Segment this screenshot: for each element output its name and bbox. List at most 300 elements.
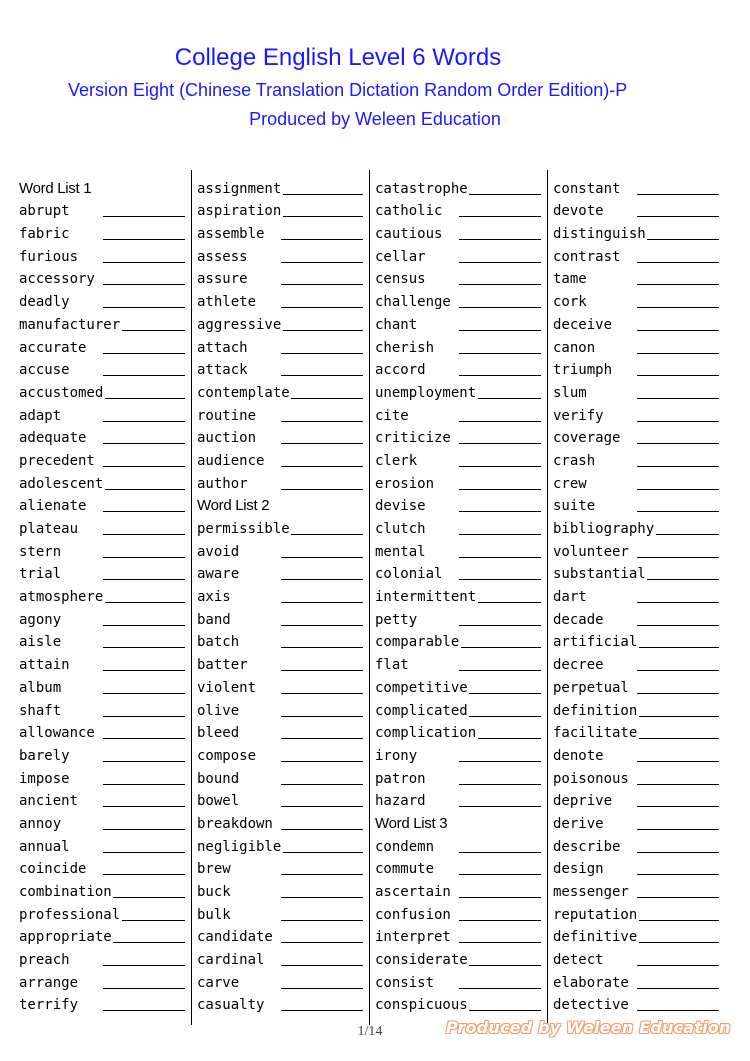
answer-blank[interactable] bbox=[637, 443, 719, 444]
word-entry bbox=[553, 834, 721, 857]
answer-blank[interactable] bbox=[459, 670, 541, 671]
word-entry bbox=[19, 947, 187, 970]
word-entry bbox=[375, 743, 543, 766]
word-text: devote bbox=[553, 203, 604, 220]
word-text: assure bbox=[197, 271, 248, 288]
answer-blank[interactable] bbox=[469, 1010, 541, 1011]
word-entry bbox=[197, 698, 365, 721]
answer-blank[interactable] bbox=[459, 761, 541, 762]
word-text: crew bbox=[553, 475, 587, 492]
answer-blank[interactable] bbox=[459, 988, 541, 989]
answer-blank[interactable] bbox=[637, 262, 719, 263]
word-entry bbox=[19, 970, 187, 993]
answer-blank[interactable] bbox=[459, 443, 541, 444]
answer-blank[interactable] bbox=[281, 625, 363, 626]
answer-blank[interactable] bbox=[639, 920, 719, 921]
answer-blank[interactable] bbox=[283, 330, 363, 331]
word-entry bbox=[375, 494, 543, 517]
answer-blank[interactable] bbox=[637, 761, 719, 762]
word-text: author bbox=[197, 475, 248, 492]
word-text: cite bbox=[375, 407, 409, 424]
answer-blank[interactable] bbox=[647, 239, 719, 240]
word-entry bbox=[375, 698, 543, 721]
word-entry bbox=[553, 584, 721, 607]
answer-blank[interactable] bbox=[281, 466, 363, 467]
answer-blank[interactable] bbox=[637, 852, 719, 853]
word-entry bbox=[375, 902, 543, 925]
answer-blank[interactable] bbox=[637, 216, 719, 217]
answer-blank[interactable] bbox=[281, 920, 363, 921]
answer-blank[interactable] bbox=[637, 375, 719, 376]
answer-blank[interactable] bbox=[459, 852, 541, 853]
word-text: facilitate bbox=[553, 725, 638, 742]
word-entry bbox=[553, 562, 721, 585]
answer-blank[interactable] bbox=[637, 511, 719, 512]
word-entry bbox=[19, 721, 187, 744]
word-text: carve bbox=[197, 974, 240, 991]
answer-blank[interactable] bbox=[637, 194, 719, 195]
answer-blank[interactable] bbox=[637, 988, 719, 989]
answer-blank[interactable] bbox=[281, 443, 363, 444]
answer-blank[interactable] bbox=[113, 897, 185, 898]
word-entry bbox=[375, 630, 543, 653]
answer-blank[interactable] bbox=[281, 375, 363, 376]
word-text: allowance bbox=[19, 725, 95, 742]
word-entry bbox=[375, 244, 543, 267]
word-text: interpret bbox=[375, 929, 451, 946]
answer-blank[interactable] bbox=[459, 874, 541, 875]
answer-blank[interactable] bbox=[103, 421, 185, 422]
word-entry bbox=[197, 811, 365, 834]
word-entry bbox=[19, 221, 187, 244]
word-text: accord bbox=[375, 362, 426, 379]
answer-blank[interactable] bbox=[103, 216, 185, 217]
answer-blank[interactable] bbox=[637, 602, 719, 603]
answer-blank[interactable] bbox=[103, 647, 185, 648]
answer-blank[interactable] bbox=[103, 307, 185, 308]
answer-blank[interactable] bbox=[281, 307, 363, 308]
answer-blank[interactable] bbox=[639, 647, 719, 648]
word-entry bbox=[375, 358, 543, 381]
answer-blank[interactable] bbox=[459, 897, 541, 898]
answer-blank[interactable] bbox=[459, 511, 541, 512]
page-subtitle: Version Eight (Chinese Translation Dictation Random Order Edition)-P bbox=[68, 80, 628, 100]
answer-blank[interactable] bbox=[637, 1010, 719, 1011]
word-text: buck bbox=[197, 884, 231, 900]
answer-blank[interactable] bbox=[459, 466, 541, 467]
answer-blank[interactable] bbox=[291, 398, 363, 399]
answer-blank[interactable] bbox=[281, 806, 363, 807]
page-title: College English Level 6 Words bbox=[174, 44, 502, 71]
answer-blank[interactable] bbox=[103, 716, 185, 717]
word-entry bbox=[553, 312, 721, 335]
word-entry bbox=[375, 312, 543, 335]
answer-blank[interactable] bbox=[459, 489, 541, 490]
word-text: clerk bbox=[375, 452, 418, 469]
word-text: audience bbox=[197, 452, 265, 469]
word-entry bbox=[553, 289, 721, 312]
answer-blank[interactable] bbox=[637, 557, 719, 558]
word-entry bbox=[553, 789, 721, 812]
answer-blank[interactable] bbox=[281, 489, 363, 490]
word-text: competitive bbox=[375, 679, 468, 696]
answer-blank[interactable] bbox=[291, 534, 363, 535]
word-text: detect bbox=[553, 952, 604, 969]
word-entry bbox=[375, 970, 543, 993]
answer-blank[interactable] bbox=[637, 693, 719, 694]
word-entry bbox=[197, 426, 365, 449]
subtitle-fade bbox=[648, 78, 688, 104]
answer-blank[interactable] bbox=[637, 466, 719, 467]
word-text: shaft bbox=[19, 702, 62, 719]
answer-blank[interactable] bbox=[459, 262, 541, 263]
word-text: poisonous bbox=[553, 770, 629, 787]
word-text: accuse bbox=[19, 362, 70, 379]
answer-blank[interactable] bbox=[283, 852, 363, 853]
answer-blank[interactable] bbox=[656, 534, 719, 535]
word-text: athlete bbox=[197, 294, 257, 311]
answer-blank[interactable] bbox=[281, 874, 363, 875]
answer-blank[interactable] bbox=[103, 806, 185, 807]
word-text: contemplate bbox=[197, 384, 290, 401]
answer-blank[interactable] bbox=[459, 307, 541, 308]
answer-blank[interactable] bbox=[103, 284, 185, 285]
word-text: derive bbox=[553, 815, 604, 832]
word-entry bbox=[197, 244, 365, 267]
answer-blank[interactable] bbox=[478, 602, 541, 603]
word-text: elaborate bbox=[553, 974, 629, 991]
answer-blank[interactable] bbox=[461, 647, 541, 648]
answer-blank[interactable] bbox=[103, 239, 185, 240]
word-text: considerate bbox=[375, 952, 468, 969]
word-text: assess bbox=[197, 248, 248, 265]
answer-blank[interactable] bbox=[103, 534, 185, 535]
word-entry bbox=[375, 857, 543, 880]
answer-blank[interactable] bbox=[281, 239, 363, 240]
word-entry bbox=[19, 630, 187, 653]
answer-blank[interactable] bbox=[281, 988, 363, 989]
answer-blank[interactable] bbox=[281, 557, 363, 558]
word-text: aggressive bbox=[197, 316, 282, 333]
answer-blank[interactable] bbox=[459, 784, 541, 785]
answer-blank[interactable] bbox=[478, 738, 541, 739]
answer-blank[interactable] bbox=[103, 466, 185, 467]
answer-blank[interactable] bbox=[637, 897, 719, 898]
answer-blank[interactable] bbox=[281, 897, 363, 898]
answer-blank[interactable] bbox=[103, 829, 185, 830]
word-text: design bbox=[553, 861, 604, 878]
answer-blank[interactable] bbox=[103, 761, 185, 762]
answer-blank[interactable] bbox=[281, 942, 363, 943]
answer-blank[interactable] bbox=[459, 534, 541, 535]
word-text: trial bbox=[19, 566, 62, 583]
word-entry bbox=[375, 448, 543, 471]
word-entry bbox=[375, 721, 543, 744]
answer-blank[interactable] bbox=[637, 625, 719, 626]
word-column-4 bbox=[553, 176, 721, 1015]
answer-blank[interactable] bbox=[281, 784, 363, 785]
answer-blank[interactable] bbox=[103, 625, 185, 626]
answer-blank[interactable] bbox=[459, 806, 541, 807]
word-text: criticize bbox=[375, 430, 451, 447]
answer-blank[interactable] bbox=[103, 353, 185, 354]
word-entry bbox=[197, 335, 365, 358]
word-text: constant bbox=[553, 180, 621, 197]
word-entry bbox=[553, 630, 721, 653]
word-list-title: Word List 1 bbox=[19, 179, 92, 197]
answer-blank[interactable] bbox=[637, 829, 719, 830]
word-text: olive bbox=[197, 702, 240, 719]
word-text: alienate bbox=[19, 498, 87, 515]
word-entry bbox=[197, 743, 365, 766]
word-text: auction bbox=[197, 430, 257, 447]
word-text: bound bbox=[197, 770, 240, 787]
answer-blank[interactable] bbox=[459, 239, 541, 240]
word-entry bbox=[197, 789, 365, 812]
answer-blank[interactable] bbox=[459, 942, 541, 943]
word-text: bulk bbox=[197, 906, 231, 923]
word-entry bbox=[375, 426, 543, 449]
answer-blank[interactable] bbox=[459, 421, 541, 422]
word-text: adequate bbox=[19, 430, 87, 447]
word-entry bbox=[375, 607, 543, 630]
answer-blank[interactable] bbox=[637, 489, 719, 490]
answer-blank[interactable] bbox=[103, 557, 185, 558]
word-text: deceive bbox=[553, 316, 613, 333]
word-entry bbox=[197, 925, 365, 948]
word-entry bbox=[197, 947, 365, 970]
answer-blank[interactable] bbox=[637, 353, 719, 354]
word-text: denote bbox=[553, 747, 604, 764]
word-text: verify bbox=[553, 407, 604, 424]
word-entry bbox=[375, 675, 543, 698]
answer-blank[interactable] bbox=[637, 421, 719, 422]
word-column-1 bbox=[19, 176, 187, 1015]
answer-blank[interactable] bbox=[103, 784, 185, 785]
answer-blank[interactable] bbox=[122, 330, 185, 331]
answer-blank[interactable] bbox=[281, 579, 363, 580]
answer-blank[interactable] bbox=[122, 920, 185, 921]
word-text: band bbox=[197, 611, 231, 628]
answer-blank[interactable] bbox=[103, 738, 185, 739]
answer-blank[interactable] bbox=[459, 375, 541, 376]
word-text: attain bbox=[19, 657, 70, 674]
word-text: unemployment bbox=[375, 384, 477, 401]
answer-blank[interactable] bbox=[281, 693, 363, 694]
word-entry bbox=[553, 879, 721, 902]
word-entry bbox=[375, 471, 543, 494]
word-entry bbox=[197, 879, 365, 902]
word-text: precedent bbox=[19, 452, 95, 469]
answer-blank[interactable] bbox=[103, 1010, 185, 1011]
answer-blank[interactable] bbox=[281, 421, 363, 422]
word-entry bbox=[19, 380, 187, 403]
answer-blank[interactable] bbox=[103, 511, 185, 512]
answer-blank[interactable] bbox=[105, 602, 185, 603]
word-text: coverage bbox=[553, 430, 621, 447]
answer-blank[interactable] bbox=[103, 443, 185, 444]
word-text: ascertain bbox=[375, 884, 451, 900]
answer-blank[interactable] bbox=[459, 284, 541, 285]
answer-blank[interactable] bbox=[281, 1010, 363, 1011]
word-text: condemn bbox=[375, 838, 435, 855]
word-text: axis bbox=[197, 589, 231, 606]
word-entry bbox=[197, 312, 365, 335]
answer-blank[interactable] bbox=[459, 557, 541, 558]
word-entry bbox=[19, 811, 187, 834]
word-text: cellar bbox=[375, 248, 426, 265]
answer-blank[interactable] bbox=[281, 602, 363, 603]
answer-blank[interactable] bbox=[281, 761, 363, 762]
word-text: professional bbox=[19, 906, 121, 923]
word-text: reputation bbox=[553, 906, 638, 923]
word-entry bbox=[19, 358, 187, 381]
answer-blank[interactable] bbox=[637, 874, 719, 875]
word-entry bbox=[19, 562, 187, 585]
word-text: candidate bbox=[197, 929, 273, 946]
word-text: conspicuous bbox=[375, 997, 468, 1014]
answer-blank[interactable] bbox=[637, 398, 719, 399]
word-entry bbox=[375, 766, 543, 789]
answer-blank[interactable] bbox=[105, 398, 185, 399]
word-list-title: Word List 2 bbox=[197, 497, 270, 515]
answer-blank[interactable] bbox=[103, 965, 185, 966]
answer-blank[interactable] bbox=[469, 716, 541, 717]
word-text: mental bbox=[375, 543, 426, 560]
word-text: preach bbox=[19, 952, 70, 969]
word-entry bbox=[553, 380, 721, 403]
word-entry bbox=[553, 426, 721, 449]
answer-blank[interactable] bbox=[283, 194, 363, 195]
word-entry bbox=[553, 721, 721, 744]
answer-blank[interactable] bbox=[469, 965, 541, 966]
word-text: colonial bbox=[375, 566, 443, 583]
answer-blank[interactable] bbox=[103, 579, 185, 580]
word-entry bbox=[553, 698, 721, 721]
word-text: manufacturer bbox=[19, 316, 121, 333]
answer-blank[interactable] bbox=[281, 262, 363, 263]
answer-blank[interactable] bbox=[283, 216, 363, 217]
word-entry bbox=[375, 267, 543, 290]
word-entry bbox=[375, 562, 543, 585]
answer-blank[interactable] bbox=[103, 262, 185, 263]
word-entry bbox=[553, 947, 721, 970]
word-entry bbox=[19, 267, 187, 290]
word-text: census bbox=[375, 271, 426, 288]
answer-blank[interactable] bbox=[647, 579, 719, 580]
word-entry bbox=[375, 993, 543, 1016]
answer-blank[interactable] bbox=[469, 194, 541, 195]
word-entry bbox=[19, 698, 187, 721]
answer-blank[interactable] bbox=[103, 852, 185, 853]
word-entry bbox=[197, 652, 365, 675]
word-entry bbox=[19, 426, 187, 449]
answer-blank[interactable] bbox=[103, 670, 185, 671]
word-text: challenge bbox=[375, 294, 451, 311]
answer-blank[interactable] bbox=[459, 330, 541, 331]
word-entry bbox=[197, 721, 365, 744]
answer-blank[interactable] bbox=[281, 353, 363, 354]
word-text: batch bbox=[197, 634, 240, 651]
answer-blank[interactable] bbox=[637, 965, 719, 966]
answer-blank[interactable] bbox=[103, 988, 185, 989]
answer-blank[interactable] bbox=[637, 806, 719, 807]
word-entry bbox=[553, 494, 721, 517]
word-entry bbox=[197, 358, 365, 381]
answer-blank[interactable] bbox=[459, 216, 541, 217]
word-text: contrast bbox=[553, 248, 621, 265]
answer-blank[interactable] bbox=[639, 942, 719, 943]
word-text: cautious bbox=[375, 226, 443, 243]
answer-blank[interactable] bbox=[637, 307, 719, 308]
answer-blank[interactable] bbox=[103, 693, 185, 694]
answer-blank[interactable] bbox=[637, 330, 719, 331]
word-text: appropriate bbox=[19, 929, 112, 946]
word-entry bbox=[553, 925, 721, 948]
word-text: definitive bbox=[553, 929, 638, 946]
answer-blank[interactable] bbox=[281, 829, 363, 830]
word-entry bbox=[19, 289, 187, 312]
word-entry bbox=[375, 221, 543, 244]
word-text: cardinal bbox=[197, 952, 265, 969]
word-text: bowel bbox=[197, 793, 240, 810]
answer-blank[interactable] bbox=[478, 398, 541, 399]
word-text: accustomed bbox=[19, 384, 104, 401]
word-text: cork bbox=[553, 294, 587, 311]
word-entry bbox=[553, 811, 721, 834]
answer-blank[interactable] bbox=[281, 284, 363, 285]
answer-blank[interactable] bbox=[105, 489, 185, 490]
answer-blank[interactable] bbox=[637, 284, 719, 285]
answer-blank[interactable] bbox=[281, 647, 363, 648]
answer-blank[interactable] bbox=[639, 738, 719, 739]
answer-blank[interactable] bbox=[459, 579, 541, 580]
word-text: devise bbox=[375, 498, 426, 515]
word-entry bbox=[375, 403, 543, 426]
word-entry bbox=[553, 539, 721, 562]
word-text: confusion bbox=[375, 906, 451, 923]
word-list-title: Word List 3 bbox=[375, 814, 448, 832]
word-entry bbox=[375, 380, 543, 403]
answer-blank[interactable] bbox=[459, 625, 541, 626]
answer-blank[interactable] bbox=[469, 693, 541, 694]
answer-blank[interactable] bbox=[637, 670, 719, 671]
word-text: permissible bbox=[197, 521, 290, 537]
answer-blank[interactable] bbox=[103, 874, 185, 875]
answer-blank[interactable] bbox=[459, 920, 541, 921]
word-entry bbox=[375, 879, 543, 902]
answer-blank[interactable] bbox=[281, 738, 363, 739]
word-entry bbox=[197, 448, 365, 471]
answer-blank[interactable] bbox=[113, 942, 185, 943]
word-entry bbox=[197, 766, 365, 789]
watermark: Produced by Weleen Education bbox=[446, 1018, 731, 1037]
word-text: attack bbox=[197, 362, 248, 379]
word-text: clutch bbox=[375, 521, 426, 537]
answer-blank[interactable] bbox=[637, 784, 719, 785]
word-entry bbox=[19, 789, 187, 812]
answer-blank[interactable] bbox=[281, 965, 363, 966]
answer-blank[interactable] bbox=[281, 716, 363, 717]
answer-blank[interactable] bbox=[103, 375, 185, 376]
word-entry bbox=[553, 244, 721, 267]
word-entry bbox=[19, 652, 187, 675]
answer-blank[interactable] bbox=[459, 353, 541, 354]
answer-blank[interactable] bbox=[639, 716, 719, 717]
answer-blank[interactable] bbox=[281, 670, 363, 671]
word-text: canon bbox=[553, 339, 596, 356]
word-text: triumph bbox=[553, 362, 613, 379]
